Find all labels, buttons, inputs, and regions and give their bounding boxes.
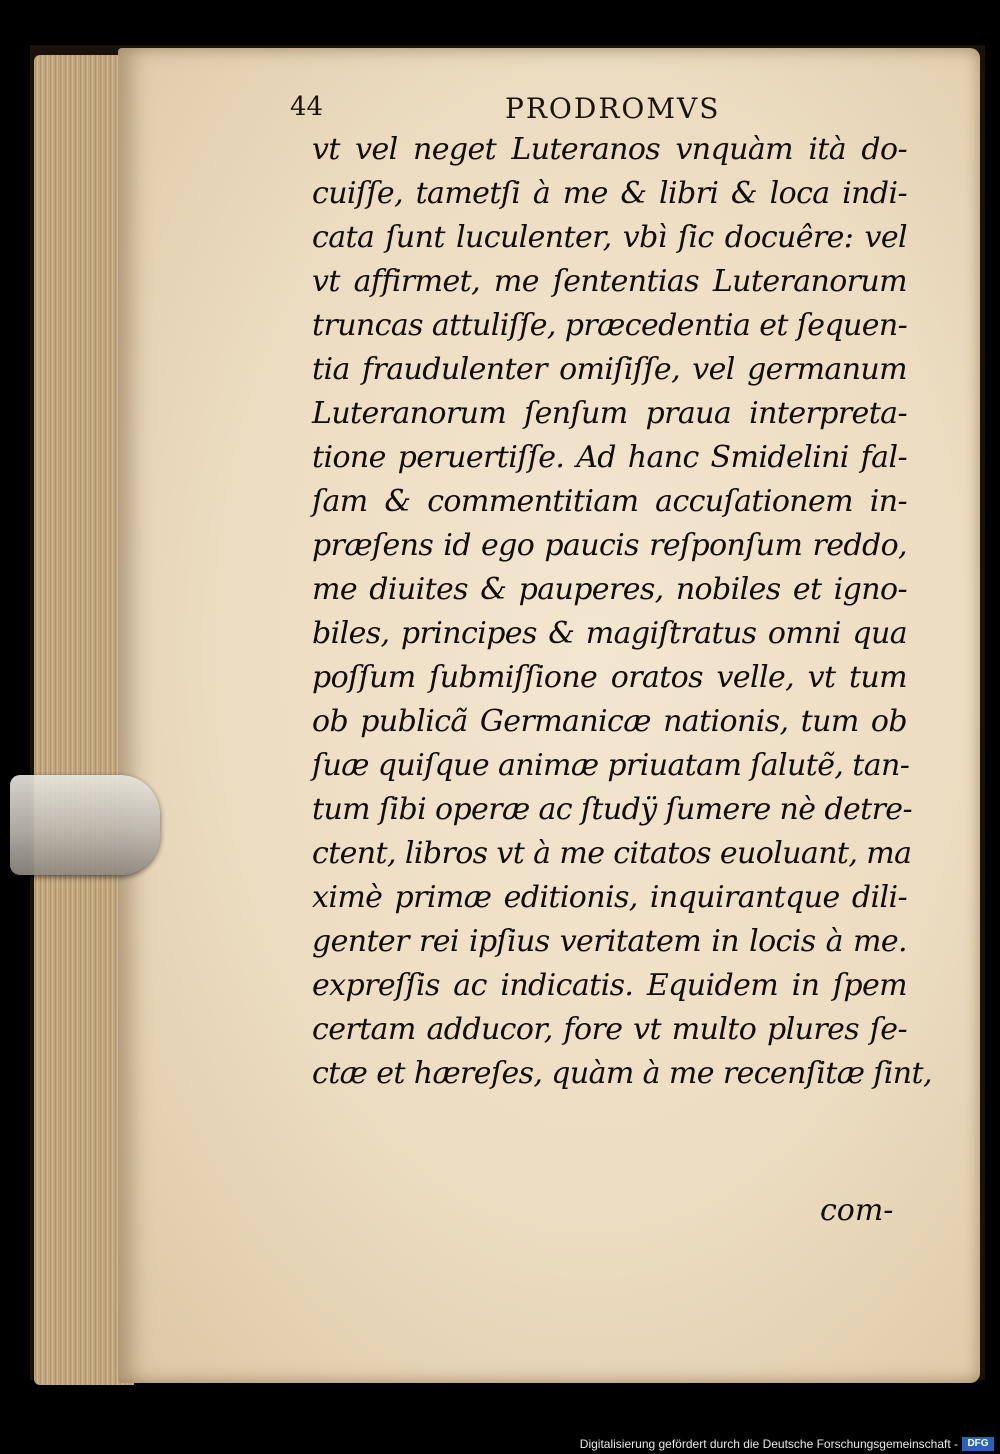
page-clip	[10, 775, 160, 875]
text-line: ximè primæ editionis, inquirantque dili-	[312, 880, 907, 915]
text-line: præſens id ego paucis reſponſum reddo,	[312, 528, 907, 563]
text-line: vt vel neget Luteranos vnquàm ità do-	[312, 132, 907, 167]
text-line: truncas attuliſſe, præcedentia et ſequen-	[312, 308, 908, 343]
text-line: Luteranorum ſenſum praua interpreta-	[312, 396, 907, 431]
text-line: ctæ et hæreſes, quàm à me recenſitæ ſint,	[312, 1056, 932, 1091]
text-line: ctent, libros vt à me citatos euoluant, ma	[312, 836, 912, 871]
text-line: genter rei ipſius veritatem in locis à me.	[312, 924, 907, 959]
text-line: cata ſunt luculenter, vbì ſic docuêre: vel	[312, 220, 907, 255]
text-line: ſuæ quiſque animæ priuatam ſalutẽ, tan-	[312, 748, 910, 783]
text-line: tia fraudulenter omiſiſſe, vel germanum	[312, 352, 907, 387]
funding-credit: Digitalisierung gefördert durch die Deutsche Forschungsgemeinschaft -	[579, 1437, 958, 1451]
text-line: tum ſibi operæ ac ſtudÿ ſumere nè detre-	[312, 792, 912, 827]
dfg-logo: DFG	[962, 1437, 994, 1451]
text-line: tione peruertiſſe. Ad hanc Smidelini fal-	[312, 440, 907, 475]
text-line: expreſſis ac indicatis. Equidem in ſpem	[312, 968, 907, 1003]
page-number: 44	[290, 92, 324, 122]
text-line: ſam & commentitiam accuſationem in-	[312, 484, 907, 519]
text-line: poſſum ſubmiſſione oratos velle, vt tum	[312, 660, 907, 695]
text-line: me diuites & pauperes, nobiles et igno-	[312, 572, 907, 607]
text-line: ob publicã Germanicæ nationis, tum ob	[312, 704, 907, 739]
running-head: PRODROMVS	[505, 92, 721, 125]
text-line: certam adducor, fore vt multo plures ſe-	[312, 1012, 907, 1047]
text-line: vt affirmet, me ſententias Luteranorum	[312, 264, 907, 299]
catchword: com-	[820, 1193, 894, 1228]
text-line: biles, principes & magiſtratus omni qua	[312, 616, 907, 651]
text-line: cuiſſe, tametſi à me & libri & loca indi-	[312, 176, 907, 211]
body-text	[312, 128, 932, 1096]
show-through-text	[160, 480, 270, 620]
